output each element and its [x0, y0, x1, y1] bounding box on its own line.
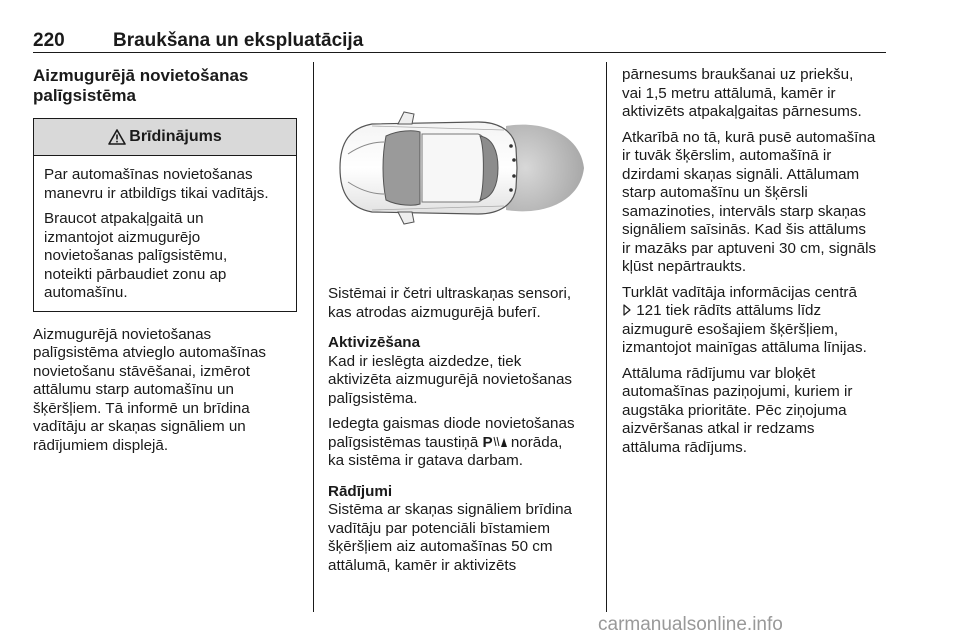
warning-box [33, 118, 297, 312]
reference-arrow-icon [622, 304, 632, 316]
body-paragraph: Sistēmai ir četri ultraskaņas sensori, kas atrodas aizmugurējā buferī. [328, 285, 572, 321]
warning-paragraph: Par automašīnas novietošanas manevru ir atbildīgs tikai vadītājs. [44, 166, 269, 202]
watermark: carmanualsonline.info [598, 614, 783, 635]
car-top-view-image [328, 66, 590, 271]
body-paragraph: Turklāt vadītāja informācijas centrā 121 tiek rādīts attālums līdz aizmugurē esošajiem šķēršļiem, izmantojot mainīgas attāluma līnijas. [622, 283, 867, 356]
warning-paragraph: Braucot atpakaļgaitā un izmantojot aizmugurējo novietošanas palīgsistēmu, noteikti pārbaudiet zonu ap automašīnu. [44, 210, 228, 301]
indications-heading: Rādījumi [328, 482, 393, 500]
column-divider [313, 62, 314, 612]
chapter-title: Braukšana un ekspluatācija [113, 30, 364, 51]
body-paragraph: Iedegta gaismas diode novietošanas palīgsistēmas taustiņā P norāda, ka sistēma ir gatava darbam. [328, 415, 575, 469]
column-divider [606, 62, 607, 612]
car-sensor-illustration [328, 66, 590, 271]
body-paragraph: pārnesums braukšanai uz priekšu, vai 1,5 metru attālumā, kamēr ir aktivizēts atpakaļgaitas pārnesums. [622, 66, 862, 120]
body-paragraph: Attāluma rādījumu var bloķēt automašīnas paziņojumi, kuriem ir augstāka prioritāte. Pēc ziņojuma aizvēršanas atkal ir redzams attāluma rādījums. [622, 364, 853, 456]
page-number: 220 [33, 30, 65, 51]
warning-triangle-icon [108, 129, 126, 145]
activation-heading: Aktivizēšana [328, 334, 421, 351]
warning-header [34, 119, 296, 156]
parking-assist-button-icon: P [483, 434, 507, 451]
body-paragraph: Kad ir ieslēgta aizdedze, tiek aktivizēta aizmugurējā novietošanas palīgsistēma. [328, 352, 572, 407]
body-paragraph: Aizmugurējā novietošanas palīgsistēma atvieglo automašīnas novietošanu stāvēšanai, izmērot attālumu starp automašīnu un šķēršļiem. Tā informē un brīdina vadītāju ar skaņas signāliem un rādījumiem displejā. [33, 325, 267, 454]
warning-body [34, 156, 296, 311]
body-paragraph: Atkarībā no tā, kurā pusē automašīna ir tuvāk šķērslim, automašīnā ir dzirdami skaņas signāli. Attālumam starp automašīnu un šķērsli samazinoties, intervāls starp skaņas signāliem saīsinās. Kad šis attālums ir mazāks par aptuveni 30 cm, signāls kļūst nepārtraukts. [622, 128, 877, 275]
warning-title: Brīdinājums [129, 127, 222, 145]
page-header [33, 30, 886, 53]
column-left [33, 66, 297, 462]
column-right [622, 66, 888, 464]
body-paragraph: Sistēma ar skaņas signāliem brīdina vadītāju par potenciāli bīstamiem šķēršļiem aiz automašīnas 50 cm attālumā, kamēr ir aktivizēts [328, 501, 572, 574]
section-title: Aizmugurējā novietošanas palīgsistēma [33, 66, 249, 105]
column-middle [328, 66, 590, 582]
